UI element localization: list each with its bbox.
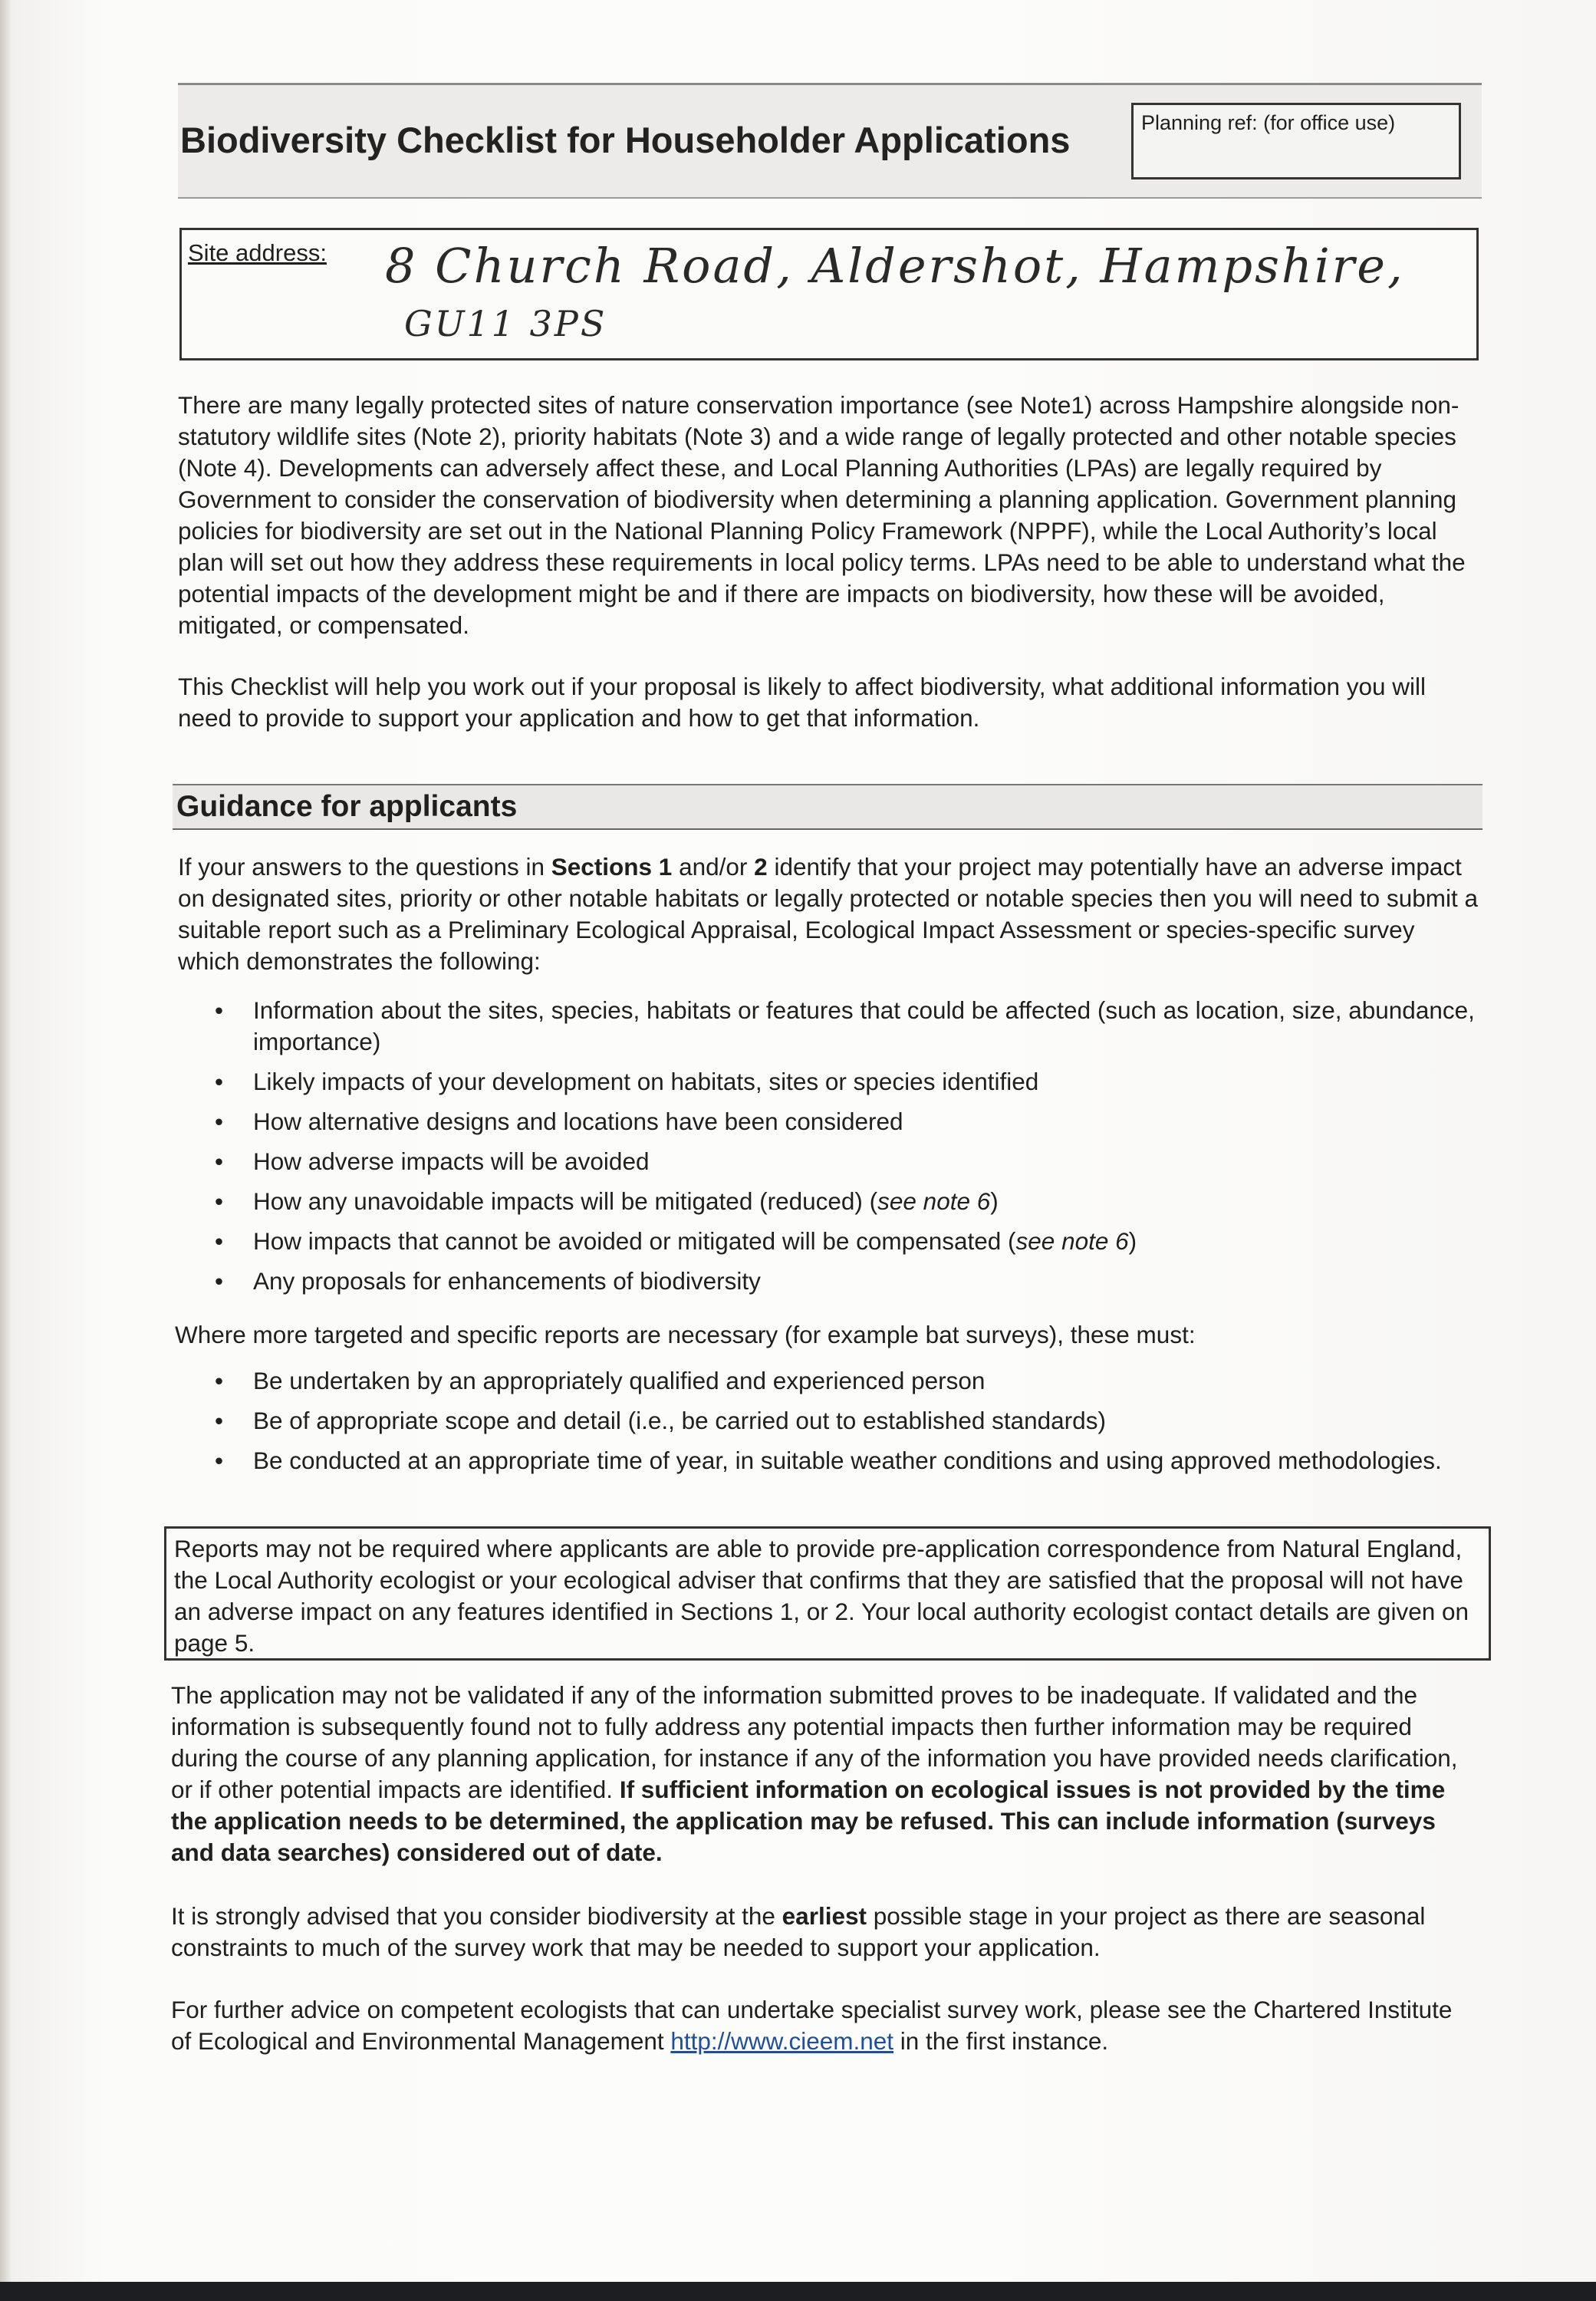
intro-paragraph-1: There are many legally protected sites of nature conservation importance (see Note1) across Hampshire alongside non-statutory wildlife sites (Note 2), priority habitats (Note 3) and a wide range of legally protected and other notable species (Note 4). Developments can adversely affect these, and Local Planning Authorities (LPAs) are legally required by Government to consider the conservation of biodiversity when determining a planning application. Government planning policies for biodiversity are set out in the National Planning Policy Framework (NPPF), while the Local Authority’s local plan will set out how they address these requirements in local policy terms. LPAs need to be able to understand what the potential impacts of the development might be and if there are impacts on biodiversity, how these will be avoided, mitigated, or compensated.: [178, 391, 1466, 639]
targeted-reports-list: [178, 1365, 1482, 1485]
site-address-handwritten-line2: GU11 3PS: [404, 303, 607, 344]
validation-paragraph: The application may not be validated if any of the information submitted proves to be inadequate. If validated and the information is subsequently found not to fully address any potential impacts then further information may be required during the course of any planning application, for instance if any of the information you have provided needs clarification, or if other potential impacts are identified. If sufficient information on ecological issues is not provided by the time the application needs to be determined, the application may be refused. This can include information (surveys and data searches) considered out of date.: [171, 1681, 1458, 1866]
list-item: • Be undertaken by an appropriately qualified and experienced person: [178, 1365, 1482, 1397]
list-item: • Be conducted at an appropriate time of year, in suitable weather conditions and using approved methodologies.: [178, 1445, 1482, 1476]
scan-bottom-edge: [0, 2282, 1596, 2301]
intro-paragraph-2: This Checklist will help you work out if your proposal is likely to affect biodiversity, what additional information you will need to provide to support your application and how to get that information.: [178, 673, 1427, 732]
earliest-stage-paragraph: It is strongly advised that you consider biodiversity at the earliest possible stage in your project as there are seasonal constraints to much of the survey work that may be needed to support your application.: [171, 1902, 1426, 1961]
guidance-heading: Guidance for applicants: [176, 790, 518, 823]
site-address-box[interactable]: [179, 228, 1479, 360]
list-item: • How impacts that cannot be avoided or mitigated will be compensated (see note 6): [178, 1226, 1482, 1257]
page-left-edge: [0, 0, 11, 2282]
further-advice-paragraph: For further advice on competent ecologists that can undertake specialist survey work, please see the Chartered Institute of Ecological and Environmental Management http://www.cieem.net in the first instance.: [171, 1996, 1453, 2055]
list-item: • How adverse impacts will be avoided: [178, 1146, 1482, 1177]
targeted-reports-paragraph: Where more targeted and specific reports are necessary (for example bat surveys), these must:: [175, 1321, 1196, 1348]
guidance-paragraph: If your answers to the questions in Sections 1 and/or 2 identify that your project may potentially have an adverse impact on designated sites, priority or other notable habitats or legally protected or notable species then you will need to submit a suitable report such as a Preliminary Ecological Appraisal, Ecological Impact Assessment or species-specific survey which demonstrates the following:: [178, 853, 1479, 975]
pre-application-note-box: Reports may not be required where applicants are able to provide pre-application correspondence from Natural England, the Local Authority ecologist or your ecological adviser that confirms that they are satisfied that the proposal will not have an adverse impact on any features identified in Sections 1, or 2. Your local authority ecologist contact details are given on page 5.: [164, 1526, 1491, 1661]
site-address-label: Site address:: [188, 239, 327, 266]
planning-ref-box[interactable]: [1131, 103, 1461, 179]
site-address-handwritten-line1: 8 Church Road, Aldershot, Hampshire,: [385, 238, 1405, 294]
report-requirements-list: [178, 995, 1482, 1305]
list-item: • Likely impacts of your development on habitats, sites or species identified: [178, 1066, 1482, 1098]
list-item: • How alternative designs and locations have been considered: [178, 1106, 1482, 1137]
list-item: • How any unavoidable impacts will be mitigated (reduced) (see note 6): [178, 1186, 1482, 1217]
document-title: Biodiversity Checklist for Householder Applications: [180, 120, 1071, 160]
cieem-link[interactable]: http://www.cieem.net: [670, 2027, 894, 2055]
planning-ref-label: Planning ref: (for office use): [1141, 111, 1396, 134]
list-item: • Be of appropriate scope and detail (i.e., be carried out to established standards): [178, 1405, 1482, 1437]
list-item: • Any proposals for enhancements of biodiversity: [178, 1266, 1482, 1297]
list-item: • Information about the sites, species, habitats or features that could be affected (such as location, size, abundance, importance): [178, 995, 1482, 1058]
